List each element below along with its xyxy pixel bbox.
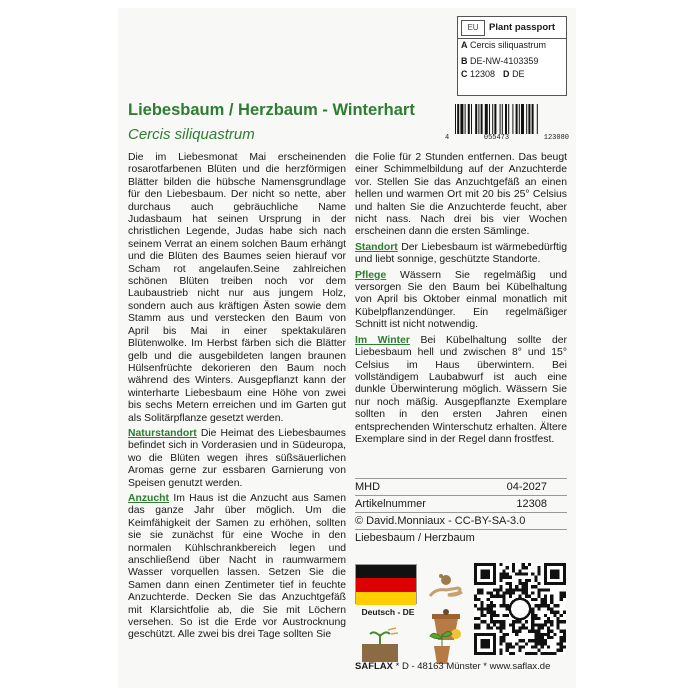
product-info (355, 478, 567, 546)
passport-title: Plant passport (489, 22, 555, 33)
mhd-row: MHD 04-2027 (355, 481, 547, 493)
standort-section: Standort Der Liebesbaum ist wärmebedürftig und liebt sonnige, geschützte Standorte. (355, 241, 567, 266)
passport-row-b: B DE-NW-4103359 (461, 56, 539, 66)
passport-row-cd: C 12308 D DE (461, 69, 525, 79)
botanical-name: Cercis siliquastrum (128, 126, 255, 143)
pflege-heading: Pflege (355, 269, 387, 281)
pflege-section: Pflege Wässern Sie regelmäßig und versorgen Sie den Baum bei Kübelhaltung von April bis Oktober einmal monatlich mit Kübelpflanzendünger. Ein regelmäßiger Schnitt ist nicht notwendig. (355, 269, 567, 331)
footer (355, 661, 567, 672)
germany-flag-icon (355, 564, 417, 604)
winter-section: Im Winter Bei Kübelhaltung sollte der Liebesbaum hell und zwischen 8° und 15° Celsius im Haus überwintern. Bei vollständigem Laubabwurf ist auch eine dunkle Überwinterung möglich. Wässern Sie nur noch mäßig. Ausgepflanzte Exemplare sollten in den ersten Jahren einen entsprechenden Winterschutz erhalten. Ältere Exemplare sind in der Regel dann frostfest. (355, 334, 567, 445)
passport-row-a: A Cercis siliquastrum (461, 40, 547, 50)
plant-passport (457, 16, 567, 96)
winter-heading: Im Winter (355, 334, 410, 346)
brand-address: * D - 48163 Münster * www.saflax.de (393, 661, 551, 672)
barcode-number: 4 055473 123080 (445, 134, 569, 142)
product-title: Liebesbaum / Herzbaum - Winterhart (128, 101, 415, 119)
intro-text: Die im Liebesmonat Mai erscheinenden rosarotfarbenen Blüten und die herzförmigen Blätter bilden die hübsche Namensgrundlage für den Liebesbaum. Der nicht so nette, aber durchaus auch gebräuchliche Name Judasbaum hat seinen Ursprung in der christlichen Legende, Judas habe sich nach seinem Verrat an einem solchen Baum erhängt und die Blüten des Baumes seien hierauf vor Scham rot angelaufen.Seine zahlreichen schönen Blüten treiben noch vor dem Laubaustrieb nicht nur aus jungem Holz, sondern auch aus kräftigen Ästen sowie dem Stamm aus und verstecken den Baum von April bis Mai in einer spektakulären Blütenwolke. Im Herbst färben sich die Blätter gelb und die ausgebildeten langen braunen Hülsenfrüchte dekorieren den Baum noch während des Winters. Ausgepflanzt kann der winterharte Liebesbaum eine Höhe von zwei bis sechs Metern erreichen und im Garten gut als Solitärpflanze gesetzt werden. (128, 152, 346, 424)
naturstandort-heading: Naturstandort (128, 427, 197, 439)
right-text-column (355, 152, 567, 446)
barcode (445, 104, 569, 142)
anzucht-heading: Anzucht (128, 492, 169, 504)
barcode-bars (455, 104, 567, 134)
anzucht-continued: die Folie für 2 Stunden entfernen. Das beugt einer Schimmelbildung auf der Anzuchterde vor. Stellen Sie das Anzuchtgefäß an einen hellen und warmen Ort mit 20 bis 25° Celsius und halten Sie die Anzuchterde feucht, aber nicht nass. Nach drei bis vier Wochen erscheinen dann die ersten Sämlinge. (355, 152, 567, 238)
brand-name: SAFLAX (355, 661, 393, 672)
seed-in-hand-icon (424, 566, 468, 606)
language-flag (355, 564, 421, 628)
naturstandort-section: Naturstandort Die Heimat des Liebesbaumes befindet sich in Vorderasien und in Südeuropa, wo die Blüten wegen ihres süßsäuerlichen Aromas gerne zur essbaren Garnierung von Speisen genutzt werden. (128, 427, 346, 489)
standort-heading: Standort (355, 241, 398, 253)
anzucht-section: Anzucht Im Haus ist die Anzucht aus Samen das ganze Jahr über möglich. Um die Keimfähigkeit der Samen zu erhöhen, sollten sie sie zunächst für eine Woche in den normalen Kühlschrankbereich legen und anschließend über Nacht in raumwarmem Wasser vorquellen lassen. Setzen Sie die Samen dann einen Zentimeter tief in feuchte Anzuchterde. Decken Sie das Anzuchtgefäß mit Klarsichtfolie ab, die Sie mit Löchern versehen. So ist die Erde vor Austrocknung geschützt. Alle zwei bis drei Tage sollten Sie (128, 492, 346, 641)
watering-can-icon (358, 626, 402, 666)
eu-flag-icon: EU (461, 20, 485, 36)
photo-copyright: © David.Monniaux - CC-BY-SA-3.0 (355, 515, 526, 527)
left-text-column (128, 152, 346, 642)
article-number-row: Artikelnummer 12308 (355, 498, 547, 510)
qr-code (474, 563, 566, 655)
language-label: Deutsch - DE (361, 607, 415, 617)
seedling-sun-icon (420, 626, 464, 666)
photo-caption: Liebesbaum / Herzbaum (355, 532, 475, 544)
